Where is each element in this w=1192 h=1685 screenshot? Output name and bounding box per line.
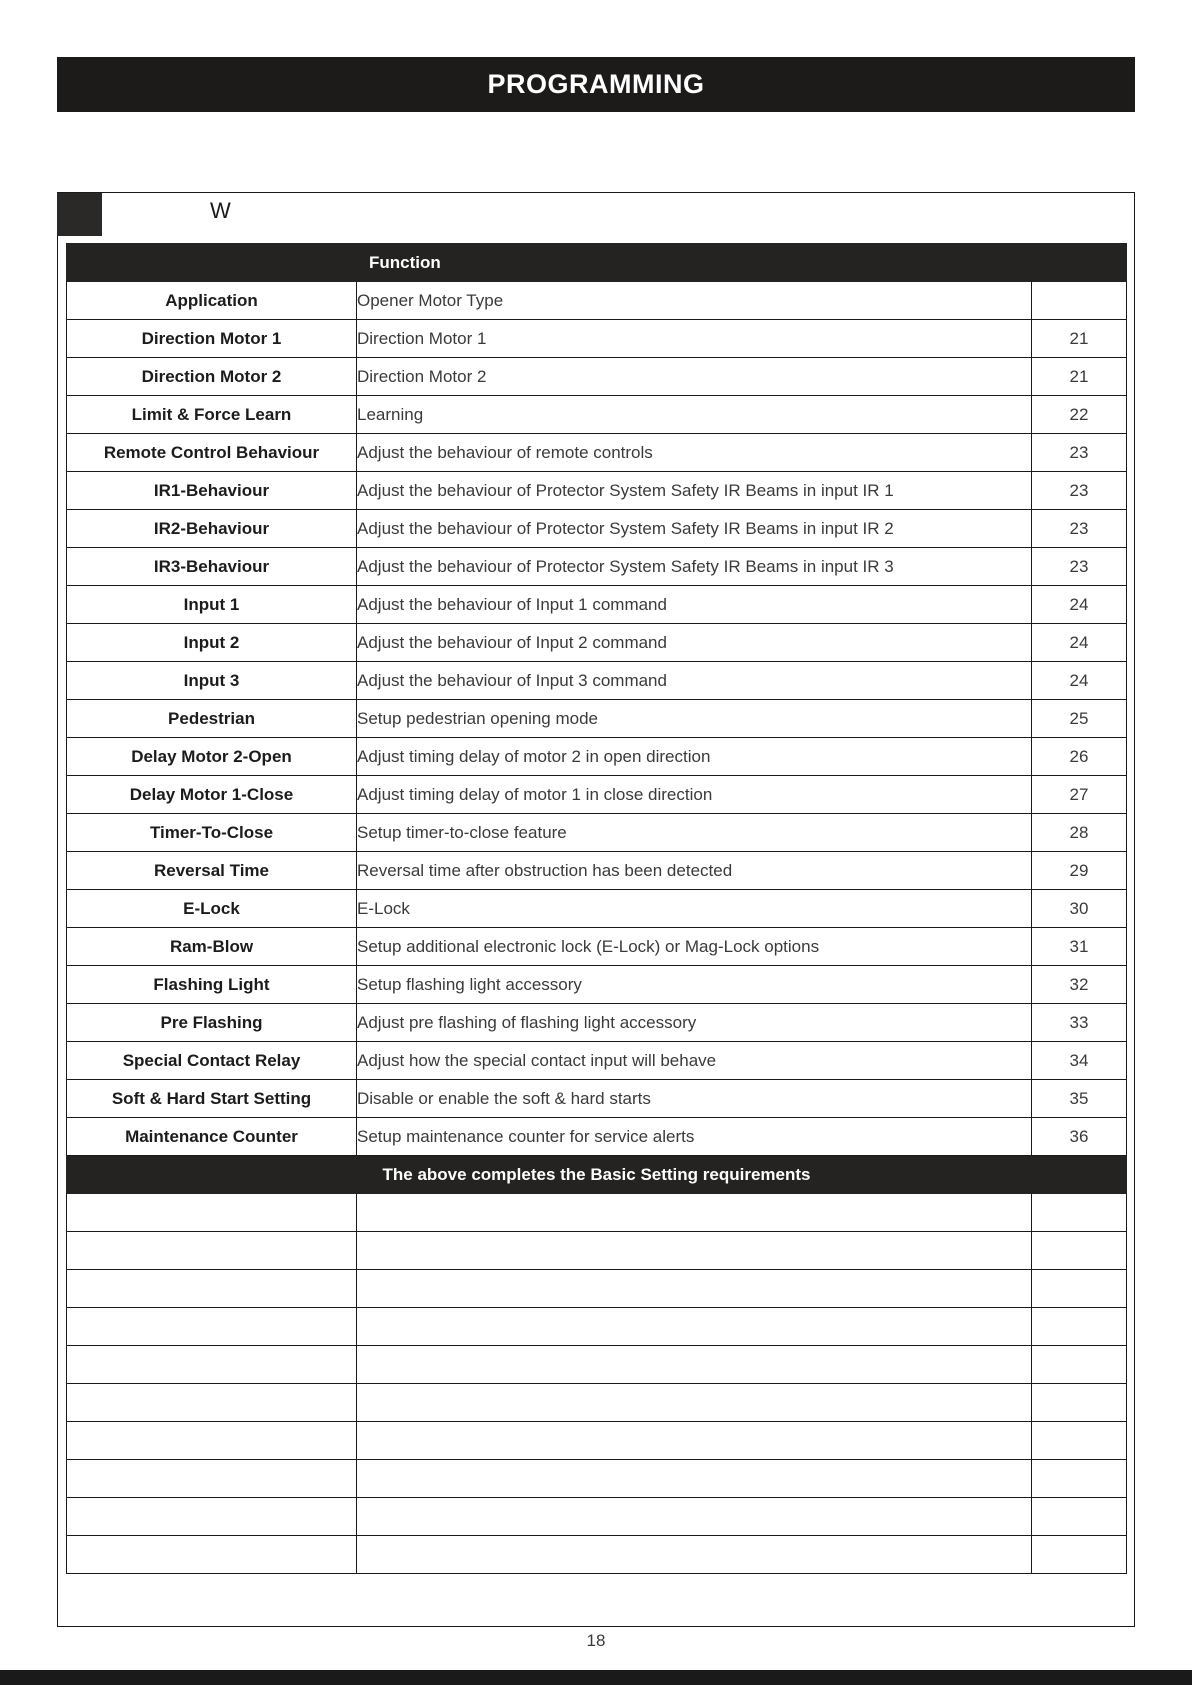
page-cell: 23 <box>1032 548 1127 586</box>
page-cell: 23 <box>1032 510 1127 548</box>
function-cell: Adjust the behaviour of Input 1 command <box>357 586 1032 624</box>
empty-cell <box>357 1422 1032 1460</box>
empty-cell <box>1032 1498 1127 1536</box>
page-cell: 22 <box>1032 396 1127 434</box>
setting-cell: Application <box>67 282 357 320</box>
setting-cell: Flashing Light <box>67 966 357 1004</box>
setting-cell: Input 1 <box>67 586 357 624</box>
empty-cell <box>357 1536 1032 1574</box>
table-row <box>67 738 1127 776</box>
setting-cell: Remote Control Behaviour <box>67 434 357 472</box>
empty-cell <box>357 1270 1032 1308</box>
table-row <box>67 510 1127 548</box>
empty-cell <box>1032 1194 1127 1232</box>
page-cell: 36 <box>1032 1118 1127 1156</box>
function-cell: Setup timer-to-close feature <box>357 814 1032 852</box>
table-body <box>67 282 1127 1574</box>
empty-cell <box>67 1194 357 1232</box>
table-row <box>67 472 1127 510</box>
empty-cell <box>1032 1270 1127 1308</box>
setting-cell: IR2-Behaviour <box>67 510 357 548</box>
table-row <box>67 662 1127 700</box>
setting-cell: Limit & Force Learn <box>67 396 357 434</box>
empty-cell <box>1032 1422 1127 1460</box>
function-cell: Setup pedestrian opening mode <box>357 700 1032 738</box>
function-cell: Setup additional electronic lock (E-Lock) or Mag-Lock options <box>357 928 1032 966</box>
page-header-banner <box>57 57 1135 112</box>
empty-cell <box>67 1346 357 1384</box>
header-page <box>1032 244 1127 282</box>
table-row <box>67 700 1127 738</box>
setting-cell: Special Contact Relay <box>67 1042 357 1080</box>
setting-cell: Ram-Blow <box>67 928 357 966</box>
setting-cell: Input 2 <box>67 624 357 662</box>
table-row <box>67 928 1127 966</box>
table-row <box>67 358 1127 396</box>
page-cell: 21 <box>1032 358 1127 396</box>
empty-table-row <box>67 1460 1127 1498</box>
empty-cell <box>67 1384 357 1422</box>
bottom-edge-strip <box>0 1670 1192 1685</box>
page-cell: 34 <box>1032 1042 1127 1080</box>
empty-cell <box>357 1232 1032 1270</box>
empty-cell <box>67 1270 357 1308</box>
setting-cell: Input 3 <box>67 662 357 700</box>
empty-cell <box>1032 1308 1127 1346</box>
setting-cell: Delay Motor 1-Close <box>67 776 357 814</box>
function-cell: Adjust the behaviour of Protector System Safety IR Beams in input IR 2 <box>357 510 1032 548</box>
page-cell: 26 <box>1032 738 1127 776</box>
empty-cell <box>357 1194 1032 1232</box>
setting-cell: Reversal Time <box>67 852 357 890</box>
function-cell: Adjust the behaviour of Input 3 command <box>357 662 1032 700</box>
page-cell: 21 <box>1032 320 1127 358</box>
empty-cell <box>67 1422 357 1460</box>
table-row <box>67 548 1127 586</box>
setting-cell: Direction Motor 2 <box>67 358 357 396</box>
section-letter: W <box>210 198 231 223</box>
header-setting <box>67 244 357 282</box>
empty-table-row <box>67 1346 1127 1384</box>
table-row <box>67 814 1127 852</box>
table-row <box>67 282 1127 320</box>
function-cell: Direction Motor 2 <box>357 358 1032 396</box>
setting-cell: IR3-Behaviour <box>67 548 357 586</box>
function-cell: Adjust the behaviour of Protector System Safety IR Beams in input IR 1 <box>357 472 1032 510</box>
empty-table-row <box>67 1422 1127 1460</box>
table-row <box>67 1118 1127 1156</box>
setting-cell: Timer-To-Close <box>67 814 357 852</box>
empty-cell <box>1032 1384 1127 1422</box>
function-cell: Direction Motor 1 <box>357 320 1032 358</box>
function-cell: Adjust how the special contact input will behave <box>357 1042 1032 1080</box>
empty-cell <box>357 1498 1032 1536</box>
page-cell: 29 <box>1032 852 1127 890</box>
setting-cell: E-Lock <box>67 890 357 928</box>
page-cell: 33 <box>1032 1004 1127 1042</box>
empty-cell <box>1032 1232 1127 1270</box>
page-number: 18 <box>586 1631 606 1650</box>
empty-cell <box>357 1384 1032 1422</box>
table-row <box>67 586 1127 624</box>
table-row <box>67 624 1127 662</box>
setting-cell: Soft & Hard Start Setting <box>67 1080 357 1118</box>
empty-cell <box>67 1308 357 1346</box>
page-cell: 23 <box>1032 472 1127 510</box>
page-cell: 32 <box>1032 966 1127 1004</box>
table-header-row <box>67 244 1127 282</box>
page-cell: 24 <box>1032 624 1127 662</box>
page-cell: 31 <box>1032 928 1127 966</box>
function-cell: Adjust timing delay of motor 1 in close direction <box>357 776 1032 814</box>
page-cell <box>1032 282 1127 320</box>
function-cell: Adjust the behaviour of Protector System Safety IR Beams in input IR 3 <box>357 548 1032 586</box>
empty-table-row <box>67 1232 1127 1270</box>
table-row <box>67 1004 1127 1042</box>
completion-note-row <box>67 1156 1127 1194</box>
function-cell: Setup maintenance counter for service alerts <box>357 1118 1032 1156</box>
function-cell: Disable or enable the soft & hard starts <box>357 1080 1032 1118</box>
page-cell: 28 <box>1032 814 1127 852</box>
header-function: Function <box>357 244 1032 282</box>
setting-cell: IR1-Behaviour <box>67 472 357 510</box>
empty-cell <box>67 1460 357 1498</box>
function-cell: Adjust timing delay of motor 2 in open direction <box>357 738 1032 776</box>
empty-cell <box>1032 1460 1127 1498</box>
empty-cell <box>67 1536 357 1574</box>
empty-cell <box>357 1346 1032 1384</box>
function-cell: Adjust the behaviour of Input 2 command <box>357 624 1032 662</box>
function-cell: E-Lock <box>357 890 1032 928</box>
function-cell: Setup flashing light accessory <box>357 966 1032 1004</box>
empty-table-row <box>67 1384 1127 1422</box>
page-cell: 24 <box>1032 586 1127 624</box>
empty-cell <box>1032 1346 1127 1384</box>
settings-table <box>66 243 1127 1574</box>
empty-table-row <box>67 1498 1127 1536</box>
empty-cell <box>67 1498 357 1536</box>
table-row <box>67 776 1127 814</box>
table-row <box>67 890 1127 928</box>
empty-table-row <box>67 1194 1127 1232</box>
setting-cell: Direction Motor 1 <box>67 320 357 358</box>
empty-table-row <box>67 1308 1127 1346</box>
table-row <box>67 966 1127 1004</box>
setting-cell: Delay Motor 2-Open <box>67 738 357 776</box>
setting-cell: Maintenance Counter <box>67 1118 357 1156</box>
empty-cell <box>67 1232 357 1270</box>
table-row <box>67 320 1127 358</box>
page-cell: 27 <box>1032 776 1127 814</box>
page-cell: 24 <box>1032 662 1127 700</box>
empty-table-row <box>67 1536 1127 1574</box>
empty-cell <box>1032 1536 1127 1574</box>
table-row <box>67 1042 1127 1080</box>
table-row <box>67 396 1127 434</box>
empty-cell <box>357 1308 1032 1346</box>
function-cell: Adjust the behaviour of remote controls <box>357 434 1032 472</box>
empty-table-row <box>67 1270 1127 1308</box>
completion-note: The above completes the Basic Setting requirements <box>67 1156 1127 1194</box>
page-cell: 25 <box>1032 700 1127 738</box>
function-cell: Adjust pre flashing of flashing light accessory <box>357 1004 1032 1042</box>
table-row <box>67 852 1127 890</box>
page-cell: 23 <box>1032 434 1127 472</box>
page-cell: 35 <box>1032 1080 1127 1118</box>
table-row <box>67 1080 1127 1118</box>
empty-cell <box>357 1460 1032 1498</box>
page-title: PROGRAMMING <box>487 69 705 99</box>
function-cell: Opener Motor Type <box>357 282 1032 320</box>
function-cell: Reversal time after obstruction has been detected <box>357 852 1032 890</box>
setting-cell: Pedestrian <box>67 700 357 738</box>
setting-cell: Pre Flashing <box>67 1004 357 1042</box>
table-row <box>67 434 1127 472</box>
section-marker-block <box>57 193 102 236</box>
page-cell: 30 <box>1032 890 1127 928</box>
function-cell: Learning <box>357 396 1032 434</box>
